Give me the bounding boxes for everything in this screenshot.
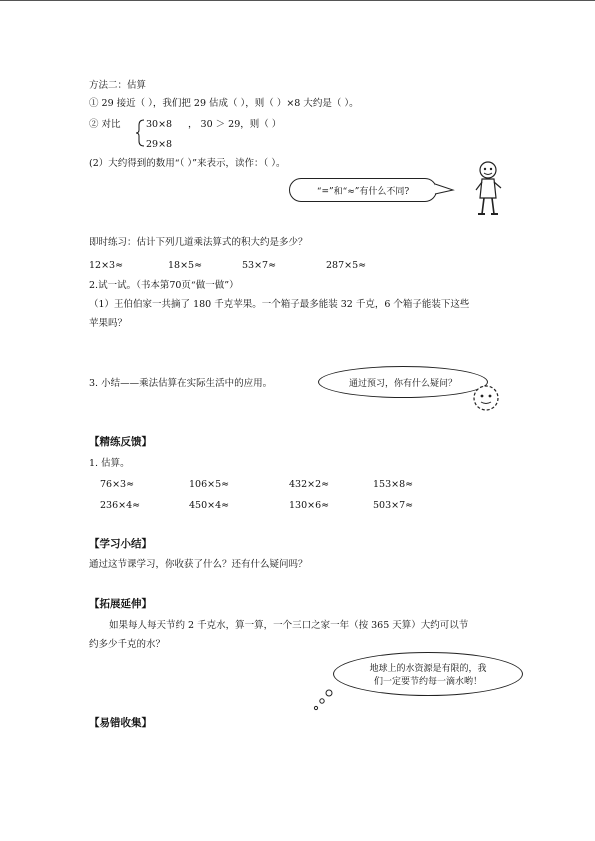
method2-expr-29x8: 29×8 [146, 139, 173, 150]
feedback-heading: 【精练反馈】 [89, 436, 152, 448]
extension-line2: 约多少千克的水？ [89, 639, 166, 650]
try-question-1: （1）王伯伯家一共摘了 180 千克苹果。一个箱子最多能装 32 千克，6 个箱子能装下这些 [89, 299, 470, 310]
extension-line1: 如果每人每天节约 2 千克水，算一算，一个三口之家一年（按 365 天算）大约可以节 [109, 620, 469, 631]
method2-title: 方法二：估算 [89, 80, 147, 91]
feedback-r2-c1: 236×4≈ [100, 500, 141, 511]
feedback-r2-c2: 450×4≈ [189, 500, 230, 511]
feedback-sub: 1. 估算。 [89, 458, 130, 469]
method2-line2-rest: ， 30 ＞ 29，则（ ） [188, 119, 282, 130]
feedback-r1-c1: 76×3≈ [100, 479, 135, 490]
page-top-rule [0, 0, 595, 1]
brace-icon [136, 118, 146, 148]
feedback-r1-c3: 432×2≈ [289, 479, 330, 490]
bubble-tail-icon [435, 182, 455, 196]
thought-cloud-water [333, 652, 523, 696]
thought-cloud-question [318, 366, 488, 398]
feedback-r1-c2: 106×5≈ [189, 479, 230, 490]
speech-bubble-difference [289, 178, 437, 202]
extension-heading: 【拓展延伸】 [89, 598, 152, 610]
practice-item-2: 18×5≈ [168, 260, 203, 271]
practice-title: 即时练习：估计下列几道乘法算式的积大约是多少？ [89, 237, 308, 248]
feedback-r2-c3: 130×6≈ [289, 500, 330, 511]
errors-heading: 【易错收集】 [89, 717, 152, 729]
cartoon-character-icon [474, 160, 504, 218]
study-summary-text: 通过这节课学习，你收获了什么？还有什么疑问吗？ [89, 559, 308, 570]
cartoon-face-icon [468, 380, 504, 416]
method2-line1: ① 29 接近（ ），我们把 29 估成（ ），则（ ）×8 大约是（ ）。 [89, 98, 359, 109]
method2-expr-30x8: 30×8 [146, 119, 173, 130]
practice-item-1: 12×3≈ [89, 260, 124, 271]
speech-bubble-difference-text: “=”和“≈”有什么不同? [316, 186, 410, 197]
summary-line: 3. 小结——乘法估算在实际生活中的应用。 [89, 378, 273, 389]
thought-dots-icon [313, 690, 333, 712]
feedback-r1-c4: 153×8≈ [373, 479, 414, 490]
study-summary-heading: 【学习小结】 [89, 538, 152, 550]
method2-line2-prefix: ② 对比 [89, 119, 121, 130]
thought-cloud-water-line1: 地球上的水资源是有限的，我 [369, 664, 487, 674]
feedback-r2-c4: 503×7≈ [373, 500, 414, 511]
thought-cloud-question-text: 通过预习，你有什么疑问？ [348, 378, 457, 389]
method2-line3: (2）大约得到的数用“（ ）”来表示，读作：（ ）。 [89, 158, 286, 169]
try-question-1-cont: 苹果吗？ [89, 318, 128, 329]
try-title: 2.试一试。（书本第70页“做一做”） [89, 280, 239, 291]
practice-item-3: 53×7≈ [242, 260, 277, 271]
practice-item-4: 287×5≈ [326, 260, 367, 271]
thought-cloud-water-line2: 们一定要节约每一滴水哟！ [373, 677, 482, 687]
